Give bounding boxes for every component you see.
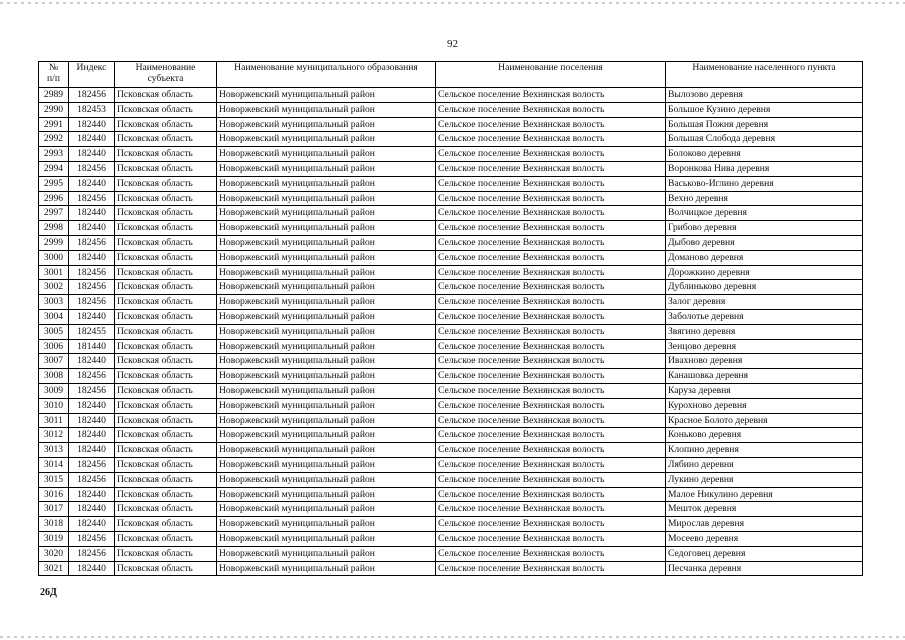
- table-row: [39, 265, 863, 280]
- locality-name: Красное Болото деревня: [666, 413, 863, 428]
- locality-name: Мирослав деревня: [666, 517, 863, 532]
- locality-name: Заболотье деревня: [666, 309, 863, 324]
- settlement-name: Сельское поселение Вехнянская волость: [436, 339, 666, 354]
- postal-index: 182440: [69, 443, 115, 458]
- locality-name: Доманово деревня: [666, 250, 863, 265]
- table-row: [39, 339, 863, 354]
- postal-index: 182453: [69, 102, 115, 117]
- row-number: 3011: [39, 413, 69, 428]
- table-row: [39, 102, 863, 117]
- subject-name: Псковская область: [115, 295, 217, 310]
- subject-name: Псковская область: [115, 369, 217, 384]
- locality-name: Песчанка деревня: [666, 561, 863, 576]
- postal-index: 182456: [69, 369, 115, 384]
- table-row: [39, 324, 863, 339]
- locality-name: Седоговец деревня: [666, 546, 863, 561]
- table-row: [39, 487, 863, 502]
- subject-name: Псковская область: [115, 502, 217, 517]
- table-row: [39, 443, 863, 458]
- row-number: 3021: [39, 561, 69, 576]
- row-number: 2991: [39, 117, 69, 132]
- municipality-name: Новоржевский муниципальный район: [217, 265, 436, 280]
- row-number: 2995: [39, 176, 69, 191]
- settlement-name: Сельское поселение Вехнянская волость: [436, 206, 666, 221]
- table-row: [39, 191, 863, 206]
- postal-index: 181440: [69, 339, 115, 354]
- municipality-name: Новоржевский муниципальный район: [217, 117, 436, 132]
- settlement-name: Сельское поселение Вехнянская волость: [436, 191, 666, 206]
- postal-index: 182440: [69, 309, 115, 324]
- municipality-name: Новоржевский муниципальный район: [217, 531, 436, 546]
- table-row: [39, 132, 863, 147]
- settlement-name: Сельское поселение Вехнянская волость: [436, 413, 666, 428]
- postal-index: 182456: [69, 280, 115, 295]
- table-row: [39, 161, 863, 176]
- settlement-name: Сельское поселение Вехнянская волость: [436, 354, 666, 369]
- table-row: [39, 531, 863, 546]
- row-number: 3005: [39, 324, 69, 339]
- municipality-name: Новоржевский муниципальный район: [217, 369, 436, 384]
- subject-name: Псковская область: [115, 235, 217, 250]
- header-settlement: Наименование поселения: [436, 62, 666, 88]
- settlement-name: Сельское поселение Вехнянская волость: [436, 265, 666, 280]
- locality-name: Воронкова Нива деревня: [666, 161, 863, 176]
- locality-name: Лябино деревня: [666, 457, 863, 472]
- postal-index: 182440: [69, 428, 115, 443]
- row-number: 3016: [39, 487, 69, 502]
- table-row: [39, 88, 863, 103]
- table-row: [39, 398, 863, 413]
- row-number: 3013: [39, 443, 69, 458]
- municipality-name: Новоржевский муниципальный район: [217, 443, 436, 458]
- row-number: 3012: [39, 428, 69, 443]
- row-number: 3004: [39, 309, 69, 324]
- municipality-name: Новоржевский муниципальный район: [217, 472, 436, 487]
- subject-name: Псковская область: [115, 457, 217, 472]
- locality-name: Каруза деревня: [666, 383, 863, 398]
- municipality-name: Новоржевский муниципальный район: [217, 309, 436, 324]
- row-number: 3014: [39, 457, 69, 472]
- page-number: 92: [447, 38, 458, 50]
- subject-name: Псковская область: [115, 443, 217, 458]
- municipality-name: Новоржевский муниципальный район: [217, 383, 436, 398]
- subject-name: Псковская область: [115, 517, 217, 532]
- settlement-name: Сельское поселение Вехнянская волость: [436, 383, 666, 398]
- subject-name: Псковская область: [115, 102, 217, 117]
- row-number: 3018: [39, 517, 69, 532]
- header-number-line2: п/п: [47, 72, 60, 84]
- settlement-name: Сельское поселение Вехнянская волость: [436, 250, 666, 265]
- row-number: 2996: [39, 191, 69, 206]
- subject-name: Псковская область: [115, 354, 217, 369]
- postal-index: 182440: [69, 221, 115, 236]
- subject-name: Псковская область: [115, 221, 217, 236]
- settlement-name: Сельское поселение Вехнянская волость: [436, 487, 666, 502]
- municipality-name: Новоржевский муниципальный район: [217, 280, 436, 295]
- header-number: [39, 62, 69, 88]
- postal-index: 182456: [69, 546, 115, 561]
- subject-name: Псковская область: [115, 132, 217, 147]
- settlement-name: Сельское поселение Вехнянская волость: [436, 132, 666, 147]
- locality-name: Коньково деревня: [666, 428, 863, 443]
- settlement-name: Сельское поселение Вехнянская волость: [436, 235, 666, 250]
- table-row: [39, 383, 863, 398]
- municipality-name: Новоржевский муниципальный район: [217, 457, 436, 472]
- table-body: [39, 88, 863, 576]
- municipality-name: Новоржевский муниципальный район: [217, 147, 436, 162]
- settlement-name: Сельское поселение Вехнянская волость: [436, 161, 666, 176]
- settlements-table: [38, 61, 863, 576]
- municipality-name: Новоржевский муниципальный район: [217, 502, 436, 517]
- table-header-row: [39, 62, 863, 88]
- locality-name: Дыбово деревня: [666, 235, 863, 250]
- municipality-name: Новоржевский муниципальный район: [217, 354, 436, 369]
- table-row: [39, 206, 863, 221]
- municipality-name: Новоржевский муниципальный район: [217, 487, 436, 502]
- locality-name: Зенцово деревня: [666, 339, 863, 354]
- municipality-name: Новоржевский муниципальный район: [217, 561, 436, 576]
- settlement-name: Сельское поселение Вехнянская волость: [436, 398, 666, 413]
- municipality-name: Новоржевский муниципальный район: [217, 176, 436, 191]
- locality-name: Мосеево деревня: [666, 531, 863, 546]
- table-row: [39, 280, 863, 295]
- settlement-name: Сельское поселение Вехнянская волость: [436, 457, 666, 472]
- subject-name: Псковская область: [115, 561, 217, 576]
- locality-name: Дорожкино деревня: [666, 265, 863, 280]
- postal-index: 182440: [69, 206, 115, 221]
- postal-index: 182456: [69, 295, 115, 310]
- postal-index: 182440: [69, 176, 115, 191]
- row-number: 3000: [39, 250, 69, 265]
- subject-name: Псковская область: [115, 383, 217, 398]
- municipality-name: Новоржевский муниципальный район: [217, 324, 436, 339]
- postal-index: 182456: [69, 191, 115, 206]
- subject-name: Псковская область: [115, 324, 217, 339]
- subject-name: Псковская область: [115, 472, 217, 487]
- municipality-name: Новоржевский муниципальный район: [217, 161, 436, 176]
- settlement-name: Сельское поселение Вехнянская волость: [436, 561, 666, 576]
- table-row: [39, 354, 863, 369]
- municipality-name: Новоржевский муниципальный район: [217, 413, 436, 428]
- subject-name: Псковская область: [115, 161, 217, 176]
- row-number: 3017: [39, 502, 69, 517]
- footer-code: 26Д: [40, 587, 57, 598]
- row-number: 2992: [39, 132, 69, 147]
- postal-index: 182456: [69, 457, 115, 472]
- header-number-line1: №: [48, 62, 59, 73]
- table-row: [39, 369, 863, 384]
- table-row: [39, 309, 863, 324]
- subject-name: Псковская область: [115, 147, 217, 162]
- settlement-name: Сельское поселение Вехнянская волость: [436, 309, 666, 324]
- row-number: 3009: [39, 383, 69, 398]
- settlement-name: Сельское поселение Вехнянская волость: [436, 369, 666, 384]
- postal-index: 182440: [69, 413, 115, 428]
- settlement-name: Сельское поселение Вехнянская волость: [436, 531, 666, 546]
- municipality-name: Новоржевский муниципальный район: [217, 250, 436, 265]
- settlement-name: Сельское поселение Вехнянская волость: [436, 472, 666, 487]
- header-subject: [115, 62, 217, 88]
- locality-name: Ивахново деревня: [666, 354, 863, 369]
- row-number: 3007: [39, 354, 69, 369]
- subject-name: Псковская область: [115, 339, 217, 354]
- municipality-name: Новоржевский муниципальный район: [217, 221, 436, 236]
- postal-index: 182456: [69, 235, 115, 250]
- table-row: [39, 546, 863, 561]
- scan-edge-bottom: [0, 636, 905, 638]
- table-row: [39, 457, 863, 472]
- postal-index: 182440: [69, 517, 115, 532]
- locality-name: Большая Слобода деревня: [666, 132, 863, 147]
- settlement-name: Сельское поселение Вехнянская волость: [436, 102, 666, 117]
- scan-edge-top: [0, 2, 905, 4]
- table-row: [39, 117, 863, 132]
- row-number: 2990: [39, 102, 69, 117]
- postal-index: 182440: [69, 487, 115, 502]
- municipality-name: Новоржевский муниципальный район: [217, 546, 436, 561]
- municipality-name: Новоржевский муниципальный район: [217, 88, 436, 103]
- subject-name: Псковская область: [115, 280, 217, 295]
- locality-name: Курохново деревня: [666, 398, 863, 413]
- subject-name: Псковская область: [115, 206, 217, 221]
- locality-name: Вехно деревня: [666, 191, 863, 206]
- subject-name: Псковская область: [115, 398, 217, 413]
- header-index: Индекс: [69, 62, 115, 88]
- table-row: [39, 472, 863, 487]
- settlement-name: Сельское поселение Вехнянская волость: [436, 280, 666, 295]
- subject-name: Псковская область: [115, 413, 217, 428]
- locality-name: Вылозово деревня: [666, 88, 863, 103]
- row-number: 3008: [39, 369, 69, 384]
- settlement-name: Сельское поселение Вехнянская волость: [436, 88, 666, 103]
- row-number: 3001: [39, 265, 69, 280]
- table-row: [39, 413, 863, 428]
- row-number: 2999: [39, 235, 69, 250]
- table-row: [39, 176, 863, 191]
- locality-name: Залог деревня: [666, 295, 863, 310]
- row-number: 3015: [39, 472, 69, 487]
- settlement-name: Сельское поселение Вехнянская волость: [436, 546, 666, 561]
- locality-name: Волчицкое деревня: [666, 206, 863, 221]
- row-number: 3019: [39, 531, 69, 546]
- header-subject-line1: Наименование: [135, 62, 196, 73]
- municipality-name: Новоржевский муниципальный район: [217, 132, 436, 147]
- subject-name: Псковская область: [115, 88, 217, 103]
- postal-index: 182440: [69, 502, 115, 517]
- settlement-name: Сельское поселение Вехнянская волость: [436, 428, 666, 443]
- subject-name: Псковская область: [115, 191, 217, 206]
- subject-name: Псковская область: [115, 250, 217, 265]
- settlement-name: Сельское поселение Вехнянская волость: [436, 324, 666, 339]
- settlement-name: Сельское поселение Вехнянская волость: [436, 117, 666, 132]
- postal-index: 182456: [69, 383, 115, 398]
- row-number: 2989: [39, 88, 69, 103]
- table-row: [39, 250, 863, 265]
- locality-name: Канашовка деревня: [666, 369, 863, 384]
- row-number: 2997: [39, 206, 69, 221]
- postal-index: 182455: [69, 324, 115, 339]
- postal-index: 182456: [69, 472, 115, 487]
- municipality-name: Новоржевский муниципальный район: [217, 235, 436, 250]
- header-municipality: Наименование муниципального образования: [217, 62, 436, 88]
- locality-name: Клопино деревня: [666, 443, 863, 458]
- table-row: [39, 295, 863, 310]
- subject-name: Псковская область: [115, 309, 217, 324]
- table-row: [39, 428, 863, 443]
- locality-name: Дублиньково деревня: [666, 280, 863, 295]
- table-row: [39, 221, 863, 236]
- table-row: [39, 235, 863, 250]
- locality-name: Большое Кузино деревня: [666, 102, 863, 117]
- postal-index: 182440: [69, 132, 115, 147]
- postal-index: 182456: [69, 88, 115, 103]
- row-number: 2998: [39, 221, 69, 236]
- postal-index: 182440: [69, 147, 115, 162]
- postal-index: 182440: [69, 250, 115, 265]
- row-number: 3003: [39, 295, 69, 310]
- settlement-name: Сельское поселение Вехнянская волость: [436, 295, 666, 310]
- row-number: 3010: [39, 398, 69, 413]
- settlement-name: Сельское поселение Вехнянская волость: [436, 517, 666, 532]
- locality-name: Звягино деревня: [666, 324, 863, 339]
- row-number: 2993: [39, 147, 69, 162]
- postal-index: 182456: [69, 265, 115, 280]
- settlement-name: Сельское поселение Вехнянская волость: [436, 221, 666, 236]
- municipality-name: Новоржевский муниципальный район: [217, 517, 436, 532]
- municipality-name: Новоржевский муниципальный район: [217, 206, 436, 221]
- locality-name: Грибово деревня: [666, 221, 863, 236]
- subject-name: Псковская область: [115, 487, 217, 502]
- table-row: [39, 147, 863, 162]
- postal-index: 182440: [69, 354, 115, 369]
- row-number: 2994: [39, 161, 69, 176]
- locality-name: Васьково-Иглино деревня: [666, 176, 863, 191]
- subject-name: Псковская область: [115, 531, 217, 546]
- municipality-name: Новоржевский муниципальный район: [217, 102, 436, 117]
- table-row: [39, 561, 863, 576]
- municipality-name: Новоржевский муниципальный район: [217, 191, 436, 206]
- municipality-name: Новоржевский муниципальный район: [217, 428, 436, 443]
- settlement-name: Сельское поселение Вехнянская волость: [436, 147, 666, 162]
- subject-name: Псковская область: [115, 176, 217, 191]
- subject-name: Псковская область: [115, 265, 217, 280]
- settlement-name: Сельское поселение Вехнянская волость: [436, 176, 666, 191]
- subject-name: Псковская область: [115, 428, 217, 443]
- row-number: 3020: [39, 546, 69, 561]
- postal-index: 182440: [69, 561, 115, 576]
- table-row: [39, 517, 863, 532]
- settlement-name: Сельское поселение Вехнянская волость: [436, 502, 666, 517]
- row-number: 3002: [39, 280, 69, 295]
- municipality-name: Новоржевский муниципальный район: [217, 295, 436, 310]
- postal-index: 182440: [69, 117, 115, 132]
- municipality-name: Новоржевский муниципальный район: [217, 398, 436, 413]
- table-row: [39, 502, 863, 517]
- postal-index: 182456: [69, 531, 115, 546]
- settlements-table-container: [38, 61, 862, 576]
- subject-name: Псковская область: [115, 117, 217, 132]
- postal-index: 182456: [69, 161, 115, 176]
- locality-name: Малое Никулино деревня: [666, 487, 863, 502]
- locality-name: Большая Пожня деревня: [666, 117, 863, 132]
- locality-name: Болоково деревня: [666, 147, 863, 162]
- municipality-name: Новоржевский муниципальный район: [217, 339, 436, 354]
- subject-name: Псковская область: [115, 546, 217, 561]
- header-locality: Наименование населенного пункта: [666, 62, 863, 88]
- row-number: 3006: [39, 339, 69, 354]
- settlement-name: Сельское поселение Вехнянская волость: [436, 443, 666, 458]
- locality-name: Мешток деревня: [666, 502, 863, 517]
- locality-name: Лукино деревня: [666, 472, 863, 487]
- postal-index: 182440: [69, 398, 115, 413]
- header-subject-line2: субъекта: [147, 72, 184, 84]
